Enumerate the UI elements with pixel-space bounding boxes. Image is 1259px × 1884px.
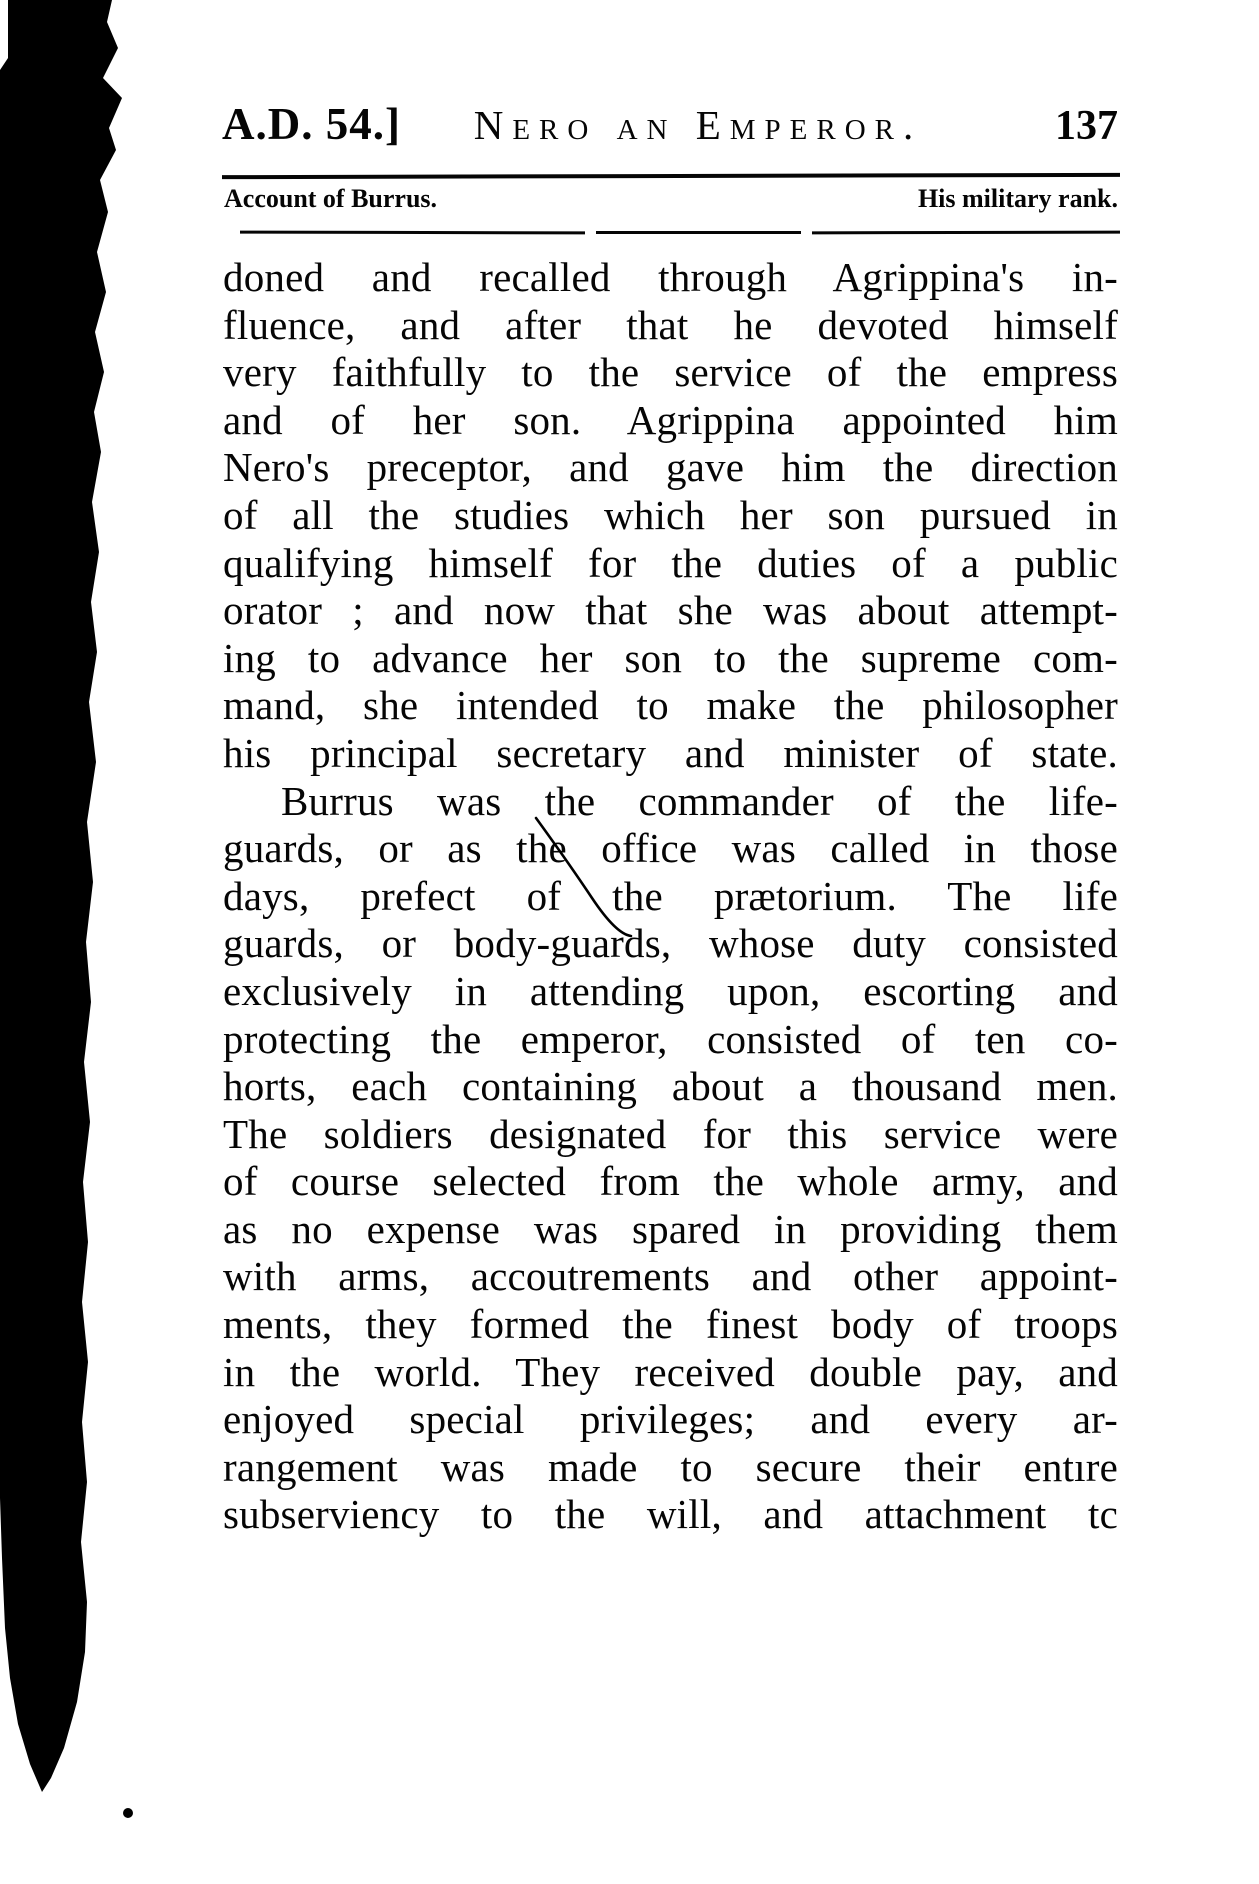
body-text	[223, 254, 1118, 1539]
running-head-right: His military rank.	[917, 184, 1118, 213]
body-line: mand, she intended to make the philosopher	[223, 682, 1118, 729]
body-line: of course selected from the whole army, and	[223, 1158, 1118, 1205]
page-header	[222, 98, 1118, 150]
body-line: very faithfully to the service of the empress	[223, 349, 1118, 396]
rule-segment	[596, 231, 801, 234]
body-line: ments, they formed the finest body of troops	[223, 1301, 1118, 1348]
body-line: as no expense was spared in providing them	[223, 1205, 1118, 1252]
body-line: horts, each containing about a thousand men.	[223, 1063, 1118, 1110]
page-title: Nero an Emperor.	[473, 102, 923, 148]
body-line: days, prefect of the prætorium. The life	[223, 872, 1118, 919]
body-line: of all the studies which her son pursued in	[223, 491, 1118, 538]
body-line: qualifying himself for the duties of a public	[223, 539, 1118, 586]
body-line: in the world. They received double pay, and	[223, 1348, 1118, 1395]
header-rule	[222, 173, 1120, 179]
body-line: and of her son. Agrippina appointed him	[223, 396, 1118, 443]
scan-binding-artifact	[0, 0, 122, 1792]
running-head-left: Account of Burrus.	[224, 184, 438, 213]
body-line: protecting the emperor, consisted of ten co-	[223, 1015, 1118, 1062]
body-line: Burrus was the commander of the life-	[281, 777, 1118, 824]
running-heads	[224, 184, 1118, 214]
body-line: exclusively in attending upon, escorting and	[223, 967, 1118, 1014]
header-date-label: A.D. 54.]	[222, 99, 401, 149]
body-line: guards, or body-guards, whose duty consisted	[223, 920, 1118, 967]
body-line: guards, or as the office was called in those	[223, 825, 1118, 872]
body-line: doned and recalled through Agrippina's in-	[223, 254, 1118, 300]
body-line: enjoyed special privileges; and every ar-	[223, 1396, 1118, 1443]
rule-segment	[812, 231, 1120, 235]
body-line: Nero's preceptor, and gave him the direction	[223, 444, 1118, 491]
subheader-rule	[240, 231, 1120, 235]
body-line: his principal secretary and minister of state.	[223, 729, 1118, 776]
body-line: with arms, accoutrements and other appoint-	[223, 1253, 1118, 1300]
ink-dot-artifact	[123, 1808, 133, 1818]
body-line: ing to advance her son to the supreme com-	[223, 634, 1118, 681]
body-line: The soldiers designated for this service were	[223, 1110, 1118, 1157]
body-line: orator ; and now that she was about attempt-	[223, 587, 1118, 634]
body-line: subserviency to the will, and attachment tc	[223, 1491, 1118, 1538]
rule-segment	[240, 231, 585, 235]
page-number: 137	[1055, 103, 1118, 149]
body-line: fluence, and after that he devoted himself	[223, 301, 1118, 348]
body-line: rangement was made to secure their entıre	[223, 1443, 1118, 1490]
